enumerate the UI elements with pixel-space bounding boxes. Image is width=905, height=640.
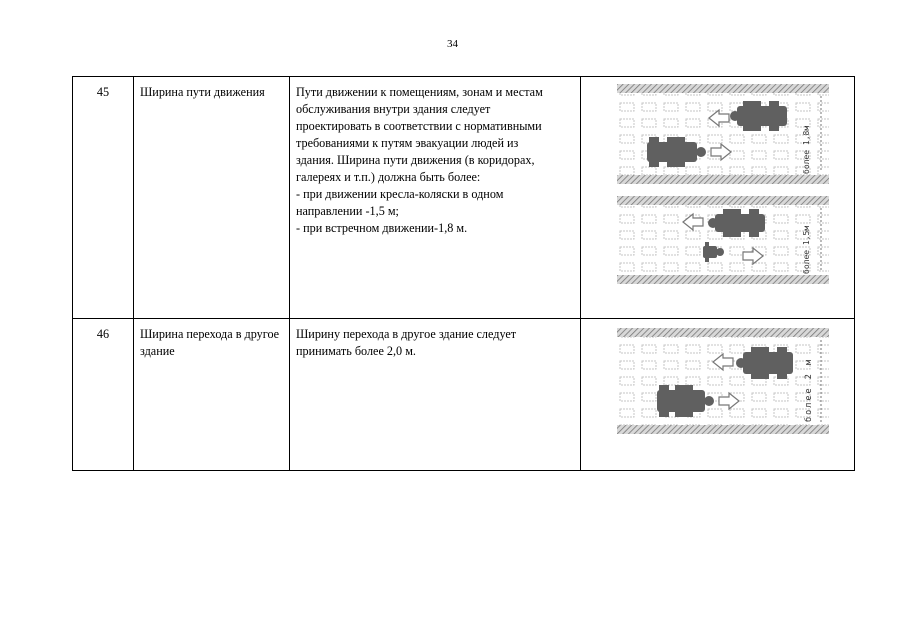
row-title: Ширина перехода в другое здание (134, 319, 290, 471)
row-title: Ширина пути движения (134, 77, 290, 319)
description-line: проектировать в соответствии с нормативными (296, 119, 542, 133)
description-line: требованиями к путям эвакуации людей из (296, 136, 519, 150)
width-label: более 2 м (804, 357, 814, 422)
description-line: - при движении кресла-коляски в одном (296, 187, 504, 201)
corridor-two-way-figure (617, 84, 829, 184)
description-line: здания. Ширина пути движения (в коридорах, (296, 153, 535, 167)
width-label: более 1,8м (802, 125, 811, 174)
corridor-width-diagram (617, 84, 831, 296)
row-description (290, 319, 581, 471)
passage-width-diagram (617, 326, 831, 440)
corridor-one-way-figure (617, 196, 829, 284)
requirements-table (72, 76, 855, 471)
table-row (73, 77, 855, 319)
description-line: принимать более 2,0 м. (296, 344, 416, 358)
passage-figure (617, 328, 829, 434)
illustration-cell (581, 77, 855, 319)
description-line: направлении -1,5 м; (296, 204, 399, 218)
description-line: Ширину перехода в другое здание следует (296, 327, 517, 341)
table-row (73, 319, 855, 471)
row-number: 45 (73, 77, 134, 319)
width-label: более 1,5м (802, 225, 811, 274)
description-line: Пути движении к помещениям, зонам и местам (296, 85, 543, 99)
description-line: галереях и т.п.) должна быть более: (296, 170, 481, 184)
row-number: 46 (73, 319, 134, 471)
description-line: - при встречном движении-1,8 м. (296, 221, 468, 235)
description-line: обслуживания внутри здания следует (296, 102, 491, 116)
illustration-cell (581, 319, 855, 471)
page-number: 34 (447, 38, 458, 50)
row-description (290, 77, 581, 319)
